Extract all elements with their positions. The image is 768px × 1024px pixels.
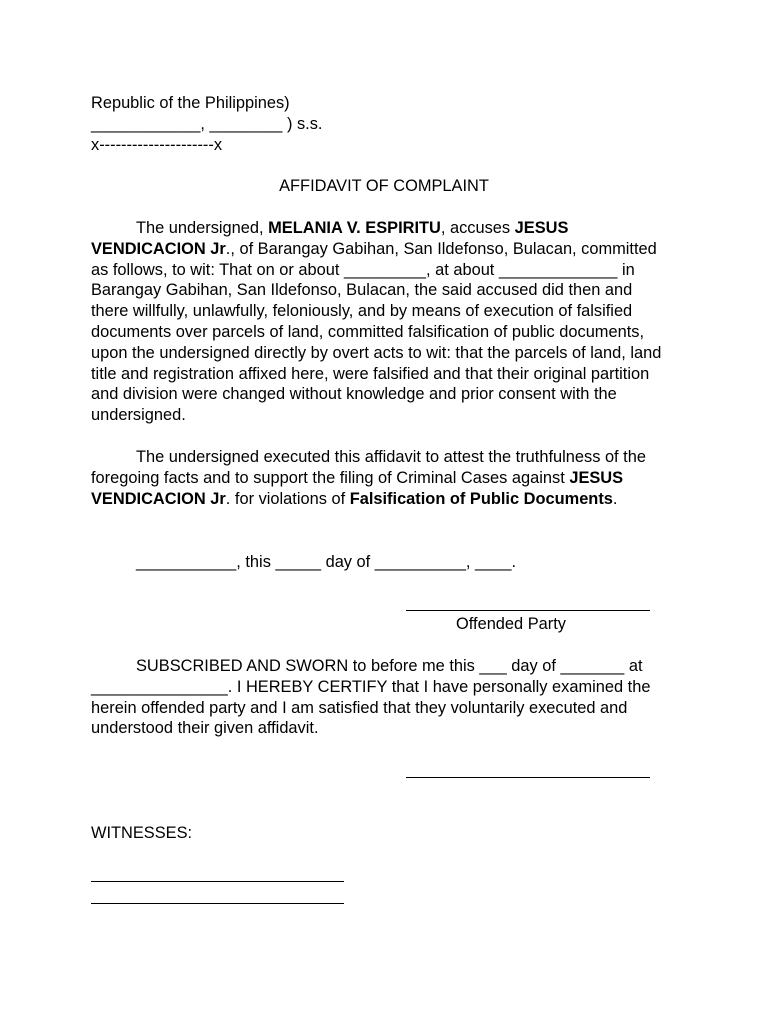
witnesses-label: WITNESSES: bbox=[91, 824, 193, 842]
complainant-name: MELANIA V. ESPIRITU bbox=[268, 219, 441, 237]
document-title: AFFIDAVIT OF COMPLAINT bbox=[279, 177, 489, 195]
venue-line-3: x---------------------x bbox=[91, 136, 223, 154]
venue-line-1: Republic of the Philippines) bbox=[91, 94, 290, 112]
witness-signature-line-2 bbox=[91, 903, 344, 904]
offended-party-signature-line bbox=[406, 610, 650, 611]
attestation-paragraph: The undersigned executed this affidavit to attest the truthfulness of the foregoing facts and to support the filing of Criminal Cases against JESUS VENDICACION Jr. for violations of Falsification of Public Documents. bbox=[91, 448, 646, 508]
complaint-paragraph: The undersigned, MELANIA V. ESPIRITU, accuses JESUS VENDICACION Jr., of Barangay Gabihan, San Ildefonso, Bulacan, committed as follows, to wit: That on or about _________, at about _____________ in Barangay Gabihan, San Ildefonso, Bulacan, the said accused did then and there willfully, unlawfully, feloniously, and by means of execution of falsified documents over parcels of land, committed falsification of public documents, upon the undersigned directly by overt acts to wit: that the parcels of land, land title and registration affixed here, were falsified and that their original partition and division were changed without knowledge and prior consent with the undersigned. bbox=[91, 219, 662, 425]
execution-date-line: ___________, this _____ day of __________, ____. bbox=[136, 553, 517, 571]
offense-name: Falsification of Public Documents bbox=[349, 489, 613, 508]
jurat-paragraph: SUBSCRIBED AND SWORN to before me this ___ day of _______ at _______________. I HEREBY CERTIFY that I have personally examined the herein offended party and I am satisfied that they voluntarily executed and understood their given affidavit. bbox=[91, 657, 651, 738]
accused-name: JESUS VENDICACION Jr bbox=[91, 219, 569, 258]
witness-signature-line-1 bbox=[91, 881, 344, 882]
administering-officer-signature-line bbox=[406, 777, 650, 778]
accused-name: JESUS VENDICACION Jr bbox=[91, 468, 624, 508]
venue-line-2: ____________, ________ ) s.s. bbox=[91, 115, 323, 133]
offended-party-label: Offended Party bbox=[456, 615, 566, 633]
